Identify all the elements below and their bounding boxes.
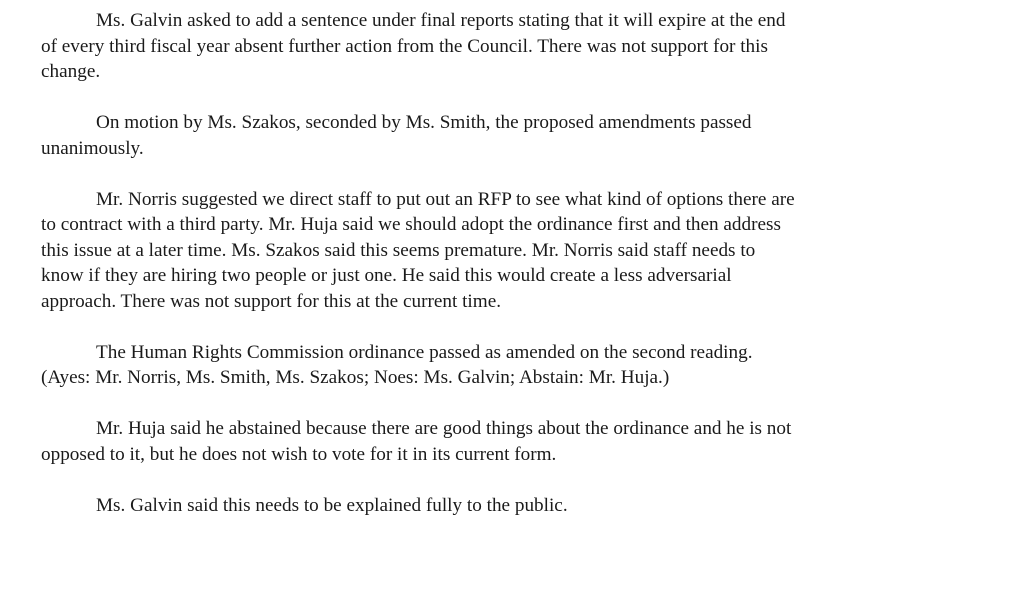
text-line: Ms. Galvin said this needs to be explained fully to the public.	[96, 494, 568, 516]
text-line: Mr. Huja said he abstained because there are good things about the ordinance and he is not	[96, 418, 792, 439]
text-line: opposed to it, but he does not wish to vote for it in its current form.	[41, 443, 557, 465]
text-line: unanimously.	[41, 137, 144, 159]
text-line: Ms. Galvin asked to add a sentence under final reports stating that it will expire at the end	[96, 10, 786, 31]
text-line: this issue at a later time. Ms. Szakos said this seems premature. Mr. Norris said staff needs to	[41, 239, 756, 261]
paragraph-final-reports	[41, 8, 991, 85]
text-line: The Human Rights Commission ordinance passed as amended on the second reading.	[96, 341, 753, 363]
document-body	[41, 8, 991, 544]
paragraph-motion-amendments	[41, 110, 991, 161]
text-line: approach. There was not support for this at the current time.	[41, 290, 502, 312]
text-line: Mr. Norris suggested we direct staff to put out an RFP to see what kind of options there are	[96, 188, 795, 210]
paragraph-huja-abstention	[41, 416, 991, 467]
paragraph-galvin-public	[41, 493, 991, 519]
text-line: to contract with a third party. Mr. Huja said we should adopt the ordinance first and then address	[41, 214, 781, 235]
text-line: of every third fiscal year absent further action from the Council. There was not support for this	[41, 35, 768, 57]
text-line: change.	[41, 61, 101, 82]
text-line: (Ayes: Mr. Norris, Ms. Smith, Ms. Szakos; Noes: Ms. Galvin; Abstain: Mr. Huja.)	[41, 367, 670, 388]
text-line: know if they are hiring two people or just one. He said this would create a less adversarial	[41, 265, 732, 286]
text-line: On motion by Ms. Szakos, seconded by Ms. Smith, the proposed amendments passed	[96, 112, 752, 133]
paragraph-rfp-discussion	[41, 187, 991, 315]
paragraph-ordinance-vote	[41, 340, 991, 391]
